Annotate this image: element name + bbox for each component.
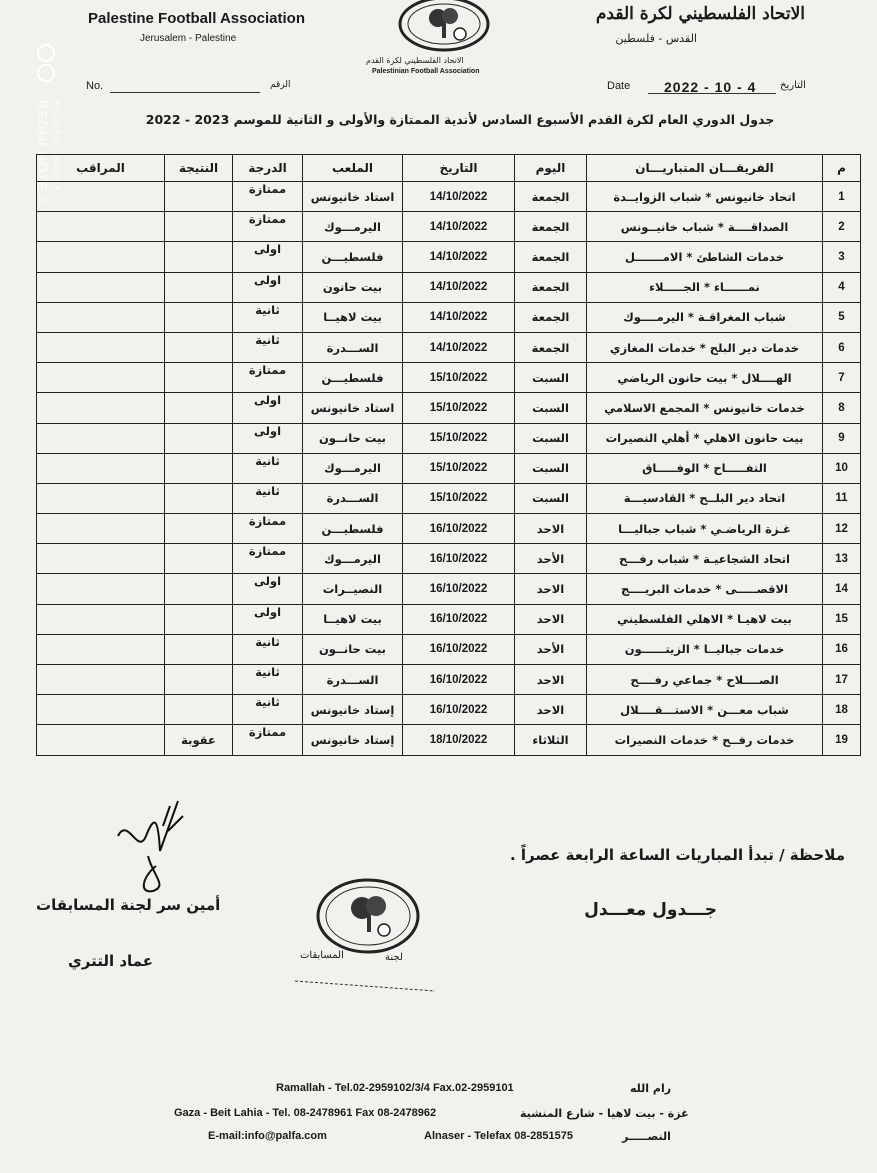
header-result: النتيجة: [165, 155, 233, 182]
header-venue: الملعب: [303, 155, 403, 182]
table-row: [37, 423, 861, 453]
cell-teams: الهــــلال * بيت حانون الرياضي: [587, 363, 823, 393]
cell-num: 19: [823, 725, 861, 755]
camera-circle-icon: [37, 64, 55, 82]
watermark-model: REDMI NOTE 9: [35, 100, 50, 205]
cell-teams: خدمات دير البلح * خدمات المغازي: [587, 332, 823, 362]
cell-observer: [37, 514, 165, 544]
cell-date: 18/10/2022: [403, 725, 515, 755]
table-row: [37, 302, 861, 332]
cell-day: الاحد: [515, 665, 587, 695]
table-row: [37, 182, 861, 212]
footer-gaza: Gaza - Beit Lahia - Tel. 08-2478961 Fax 08-2478962: [174, 1107, 437, 1119]
cell-venue: اليرمـــوك: [303, 544, 403, 574]
cell-num: 14: [823, 574, 861, 604]
table-row: [37, 634, 861, 664]
cell-teams: غـزة الرياضـي * شباب جباليـــا: [587, 514, 823, 544]
cell-date: 14/10/2022: [403, 272, 515, 302]
footer-email: E-mail:info@palfa.com: [208, 1130, 327, 1142]
cell-day: الاحد: [515, 514, 587, 544]
cell-grade: اولى: [233, 393, 303, 423]
cell-day: الثلاثاء: [515, 725, 587, 755]
cell-observer: [37, 272, 165, 302]
table-row: [37, 483, 861, 513]
cell-num: 5: [823, 302, 861, 332]
cell-num: 6: [823, 332, 861, 362]
signatory-name: عماد التتري: [68, 952, 153, 970]
cell-date: 14/10/2022: [403, 302, 515, 332]
cell-result: [165, 634, 233, 664]
header-grade: الدرجة: [233, 155, 303, 182]
header-date: التاريخ: [403, 155, 515, 182]
cell-venue: الســـدرة: [303, 332, 403, 362]
number-label: No.: [86, 80, 104, 92]
cell-venue: إستاد خانيونس: [303, 725, 403, 755]
footer-ramallah-ar: رام الله: [630, 1082, 672, 1095]
cell-result: [165, 514, 233, 544]
number-line: [110, 92, 260, 93]
cell-day: السبت: [515, 483, 587, 513]
stamp-text-2: المسابقات: [300, 950, 344, 961]
cell-grade: اولى: [233, 272, 303, 302]
cell-result: [165, 272, 233, 302]
org-location-en: Jerusalem - Palestine: [140, 33, 237, 44]
cell-num: 7: [823, 363, 861, 393]
cell-venue: إستاد خانيونس: [303, 695, 403, 725]
logo-caption-en: Palestinian Football Association: [372, 68, 480, 75]
cell-grade: ثانية: [233, 332, 303, 362]
header-num: م: [823, 155, 861, 182]
schedule-note: ملاحظة / تبدأ المباريات الساعة الرابعة عصراً .: [509, 846, 845, 864]
cell-venue: اليرمـــوك: [303, 212, 403, 242]
cell-grade: ثانية: [233, 665, 303, 695]
cell-teams: الاقصـــــى * خدمات البريــــج: [587, 574, 823, 604]
cell-grade: ممتازة: [233, 514, 303, 544]
secretary-title: أمين سر لجنة المسابقات: [36, 896, 221, 914]
cell-observer: [37, 393, 165, 423]
table-row: [37, 604, 861, 634]
cell-num: 9: [823, 423, 861, 453]
match-schedule-table: [36, 154, 861, 756]
committee-stamp: [290, 876, 440, 996]
cell-teams: شباب المغراقـة * اليرمــــوك: [587, 302, 823, 332]
cell-date: 15/10/2022: [403, 393, 515, 423]
cell-date: 14/10/2022: [403, 212, 515, 242]
handwritten-signature: [108, 796, 198, 896]
cell-venue: بيت حانــون: [303, 423, 403, 453]
cell-venue: اليرمـــوك: [303, 453, 403, 483]
cell-num: 13: [823, 544, 861, 574]
cell-teams: الصداقــــة * شباب خانيــونس: [587, 212, 823, 242]
date-label: Date: [607, 80, 631, 92]
cell-grade: ممتازة: [233, 363, 303, 393]
cell-date: 15/10/2022: [403, 483, 515, 513]
cell-grade: ممتازة: [233, 182, 303, 212]
cell-venue: بيت لاهيــا: [303, 604, 403, 634]
cell-date: 16/10/2022: [403, 634, 515, 664]
cell-teams: خدمات خانيونس * المجمع الاسلامي: [587, 393, 823, 423]
org-name-ar: الاتحاد الفلسطيني لكرة القدم: [595, 4, 805, 24]
date-value: 2022 - 10 - 4: [664, 79, 757, 95]
table-row: [37, 363, 861, 393]
cell-num: 8: [823, 393, 861, 423]
cell-result: [165, 453, 233, 483]
cell-num: 2: [823, 212, 861, 242]
cell-observer: [37, 212, 165, 242]
cell-venue: الســـدرة: [303, 483, 403, 513]
table-row: [37, 272, 861, 302]
cell-venue: استاد خانيونس: [303, 182, 403, 212]
table-row: [37, 665, 861, 695]
cell-date: 16/10/2022: [403, 574, 515, 604]
cell-teams: اتحاد خانيونس * شباب الزوايــدة: [587, 182, 823, 212]
cell-venue: فلسطيـــن: [303, 514, 403, 544]
cell-num: 10: [823, 453, 861, 483]
cell-grade: ثانية: [233, 634, 303, 664]
cell-teams: بيت لاهيـا * الاهلي الفلسطيني: [587, 604, 823, 634]
table-row: [37, 332, 861, 362]
cell-num: 12: [823, 514, 861, 544]
table-row: [37, 544, 861, 574]
cell-result: [165, 544, 233, 574]
cell-grade: ثانية: [233, 302, 303, 332]
cell-observer: [37, 604, 165, 634]
cell-result: [165, 695, 233, 725]
cell-day: الاحد: [515, 604, 587, 634]
cell-observer: [37, 725, 165, 755]
cell-venue: الســـدرة: [303, 665, 403, 695]
cell-date: 15/10/2022: [403, 423, 515, 453]
stamp-text-1: لجنة: [385, 952, 403, 963]
cell-grade: ممتازة: [233, 725, 303, 755]
cell-teams: التفـــــاح * الوفـــــاق: [587, 453, 823, 483]
cell-teams: الصــــلاح * جماعي رفــــح: [587, 665, 823, 695]
table-row: [37, 242, 861, 272]
cell-teams: نمــــــاء * الجـــــلاء: [587, 272, 823, 302]
cell-venue: بيت حانون: [303, 272, 403, 302]
cell-grade: ثانية: [233, 483, 303, 513]
cell-venue: النصيــرات: [303, 574, 403, 604]
header-day: اليوم: [515, 155, 587, 182]
cell-date: 15/10/2022: [403, 453, 515, 483]
cell-day: الجمعة: [515, 272, 587, 302]
table-row: [37, 212, 861, 242]
cell-result: [165, 574, 233, 604]
cell-venue: فلسطيـــن: [303, 242, 403, 272]
cell-num: 18: [823, 695, 861, 725]
table-row: [37, 514, 861, 544]
cell-result: [165, 242, 233, 272]
date-label-ar: التاريخ: [780, 80, 806, 91]
cell-observer: [37, 242, 165, 272]
cell-date: 14/10/2022: [403, 332, 515, 362]
cell-day: السبت: [515, 393, 587, 423]
cell-grade: ثانية: [233, 695, 303, 725]
cell-grade: ممتازة: [233, 212, 303, 242]
cell-result: [165, 363, 233, 393]
cell-teams: اتحاد دير البلــح * القادسيـــة: [587, 483, 823, 513]
table-row: [37, 725, 861, 755]
table-row: [37, 574, 861, 604]
cell-result: [165, 604, 233, 634]
cell-result: [165, 483, 233, 513]
footer-ramallah: Ramallah - Tel.02-2959102/3/4 Fax.02-2959101: [276, 1082, 514, 1094]
cell-observer: [37, 483, 165, 513]
cell-result: [165, 423, 233, 453]
cell-venue: استاد خانيونس: [303, 393, 403, 423]
cell-date: 16/10/2022: [403, 695, 515, 725]
cell-num: 17: [823, 665, 861, 695]
cell-result: [165, 393, 233, 423]
footer-gaza-ar: غزة - بيت لاهيا - شارع المنشية: [520, 1107, 689, 1120]
cell-grade: اولى: [233, 242, 303, 272]
cell-teams: خدمات الشاطئ * الامـــــــل: [587, 242, 823, 272]
watermark-camera: AI QUAD CAMERA: [52, 100, 62, 193]
org-location-ar: القدس - فلسطين: [615, 32, 697, 45]
footer-alnaser: Alnaser - Telefax 08-2851575: [424, 1130, 573, 1142]
cell-day: الأحد: [515, 544, 587, 574]
cell-day: الاحد: [515, 574, 587, 604]
cell-observer: [37, 634, 165, 664]
cell-date: 16/10/2022: [403, 604, 515, 634]
cell-result: عقوبة: [165, 725, 233, 755]
cell-result: [165, 302, 233, 332]
cell-date: 16/10/2022: [403, 665, 515, 695]
cell-result: [165, 212, 233, 242]
cell-observer: [37, 665, 165, 695]
cell-num: 11: [823, 483, 861, 513]
table-header-row: [37, 155, 861, 182]
cell-observer: [37, 332, 165, 362]
camera-circle-icon: [37, 44, 55, 62]
cell-date: 14/10/2022: [403, 182, 515, 212]
cell-date: 15/10/2022: [403, 363, 515, 393]
cell-observer: [37, 302, 165, 332]
cell-date: 16/10/2022: [403, 514, 515, 544]
cell-teams: خدمات رفــح * خدمات النصيرات: [587, 725, 823, 755]
table-row: [37, 393, 861, 423]
header-observer: المراقب: [37, 155, 165, 182]
logo-caption-ar: الاتحاد الفلسطيني لكرة القدم: [366, 56, 464, 65]
cell-teams: بيت حانون الاهلي * أهلي النصيرات: [587, 423, 823, 453]
cell-teams: خدمات جباليــا * الزيتــــــون: [587, 634, 823, 664]
cell-day: الجمعة: [515, 212, 587, 242]
association-logo: [388, 0, 500, 58]
cell-day: الجمعة: [515, 332, 587, 362]
cell-result: [165, 332, 233, 362]
footer-alnaser-ar: النصـــــر: [622, 1130, 671, 1143]
cell-venue: بيت حانــون: [303, 634, 403, 664]
table-body: [37, 182, 861, 756]
cell-day: السبت: [515, 453, 587, 483]
cell-day: الجمعة: [515, 302, 587, 332]
cell-observer: [37, 423, 165, 453]
cell-observer: [37, 182, 165, 212]
cell-day: السبت: [515, 363, 587, 393]
cell-grade: اولى: [233, 423, 303, 453]
cell-venue: فلسطيـــن: [303, 363, 403, 393]
cell-num: 1: [823, 182, 861, 212]
cell-grade: اولى: [233, 574, 303, 604]
cell-date: 16/10/2022: [403, 544, 515, 574]
cell-teams: شباب معـــن * الاستـــقــــلال: [587, 695, 823, 725]
cell-observer: [37, 363, 165, 393]
cell-result: [165, 665, 233, 695]
modified-schedule-label: جـــدول معـــدل: [584, 900, 717, 920]
cell-grade: ثانية: [233, 453, 303, 483]
cell-observer: [37, 574, 165, 604]
number-label-ar: الرقم: [270, 80, 291, 90]
cell-grade: ممتازة: [233, 544, 303, 574]
cell-num: 16: [823, 634, 861, 664]
cell-day: الجمعة: [515, 242, 587, 272]
cell-venue: بيت لاهيــا: [303, 302, 403, 332]
cell-day: السبت: [515, 423, 587, 453]
cell-day: الأحد: [515, 634, 587, 664]
cell-num: 3: [823, 242, 861, 272]
cell-num: 15: [823, 604, 861, 634]
cell-grade: اولى: [233, 604, 303, 634]
cell-day: الجمعة: [515, 182, 587, 212]
table-row: [37, 453, 861, 483]
cell-observer: [37, 695, 165, 725]
cell-observer: [37, 544, 165, 574]
header-teams: الفريقـــان المتباريـــان: [587, 155, 823, 182]
cell-date: 14/10/2022: [403, 242, 515, 272]
cell-result: [165, 182, 233, 212]
org-name-en: Palestine Football Association: [88, 10, 305, 27]
cell-teams: اتحاد الشجاعيـة * شباب رفـــح: [587, 544, 823, 574]
cell-observer: [37, 453, 165, 483]
table-row: [37, 695, 861, 725]
cell-day: الاحد: [515, 695, 587, 725]
cell-num: 4: [823, 272, 861, 302]
document-title: جدول الدوري العام لكرة القدم الأسبوع السادس لأندية الممتازة والأولى و الثانية للموسم 2023 - 2022: [145, 112, 775, 127]
